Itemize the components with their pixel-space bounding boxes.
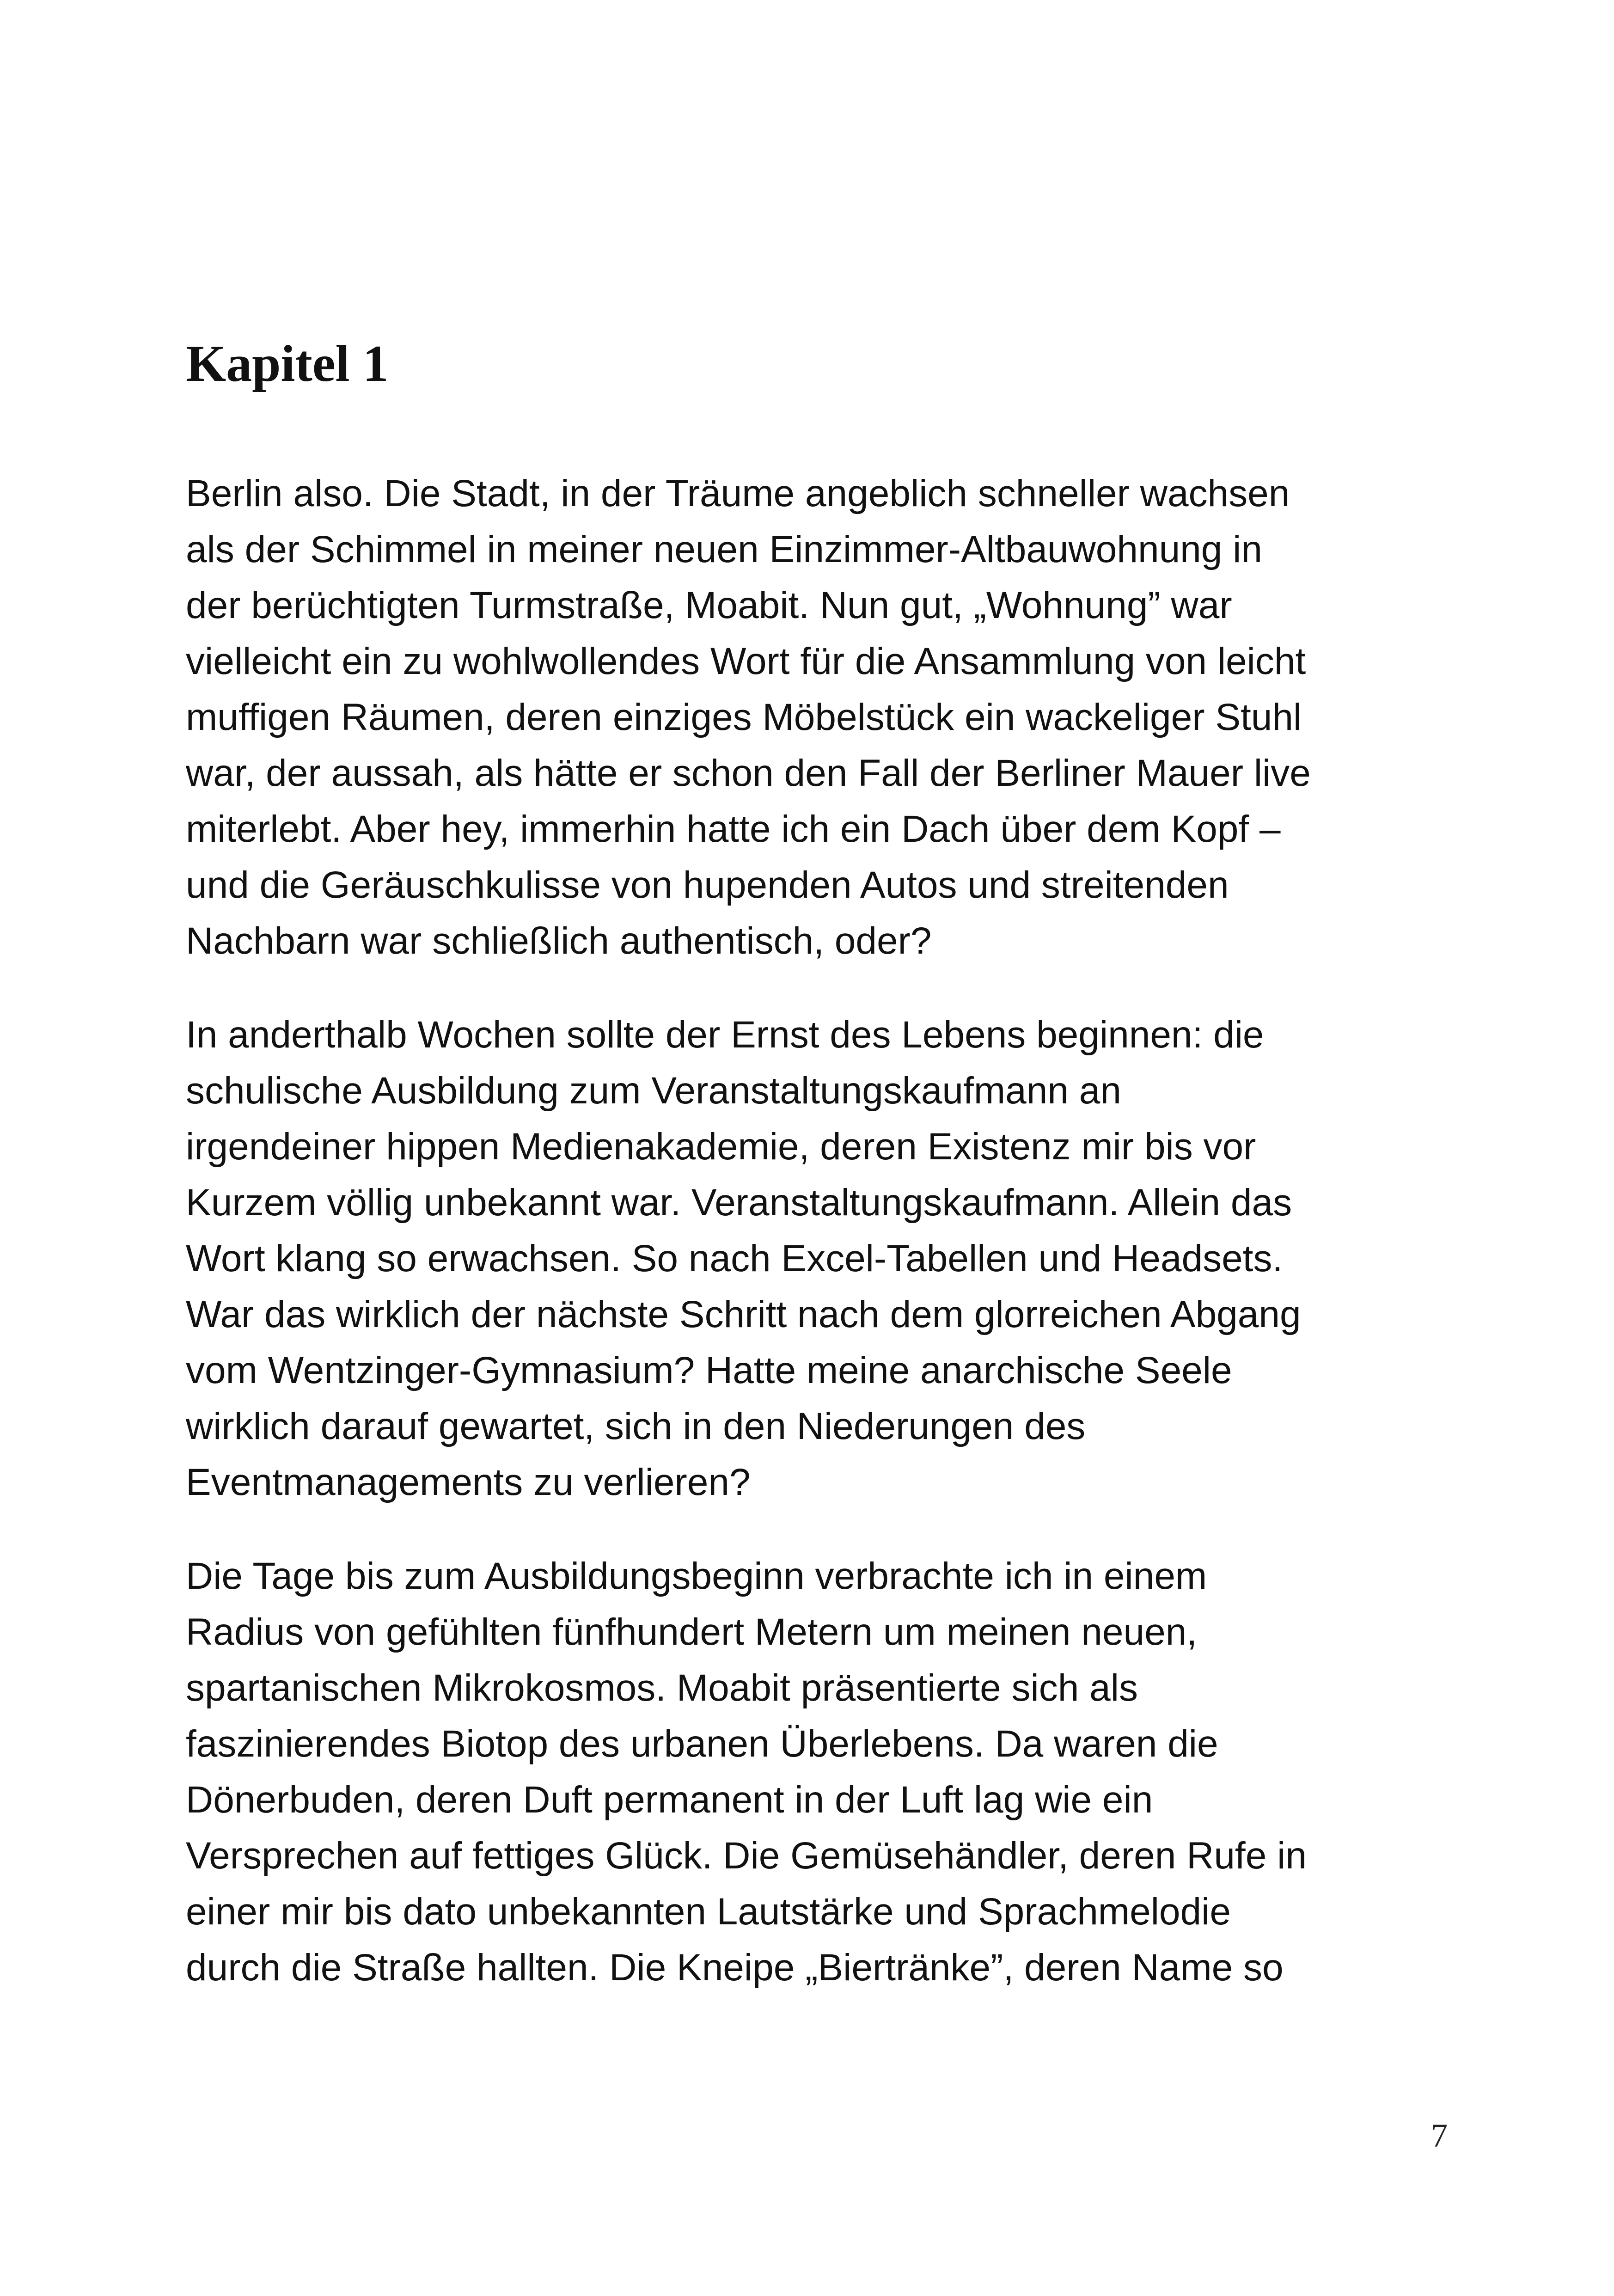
text-line: Kurzem völlig unbekannt war. Veranstaltungskaufmann. Allein das <box>186 1182 1292 1224</box>
text-line: wirklich darauf gewartet, sich in den Niederungen des <box>186 1405 1086 1447</box>
text-line: muffigen Räumen, deren einziges Möbelstück ein wackeliger Stuhl <box>186 696 1302 738</box>
text-line: Nachbarn war schließlich authentisch, oder? <box>186 920 932 962</box>
text-line: und die Geräuschkulisse von hupenden Autos und streitenden <box>186 864 1229 906</box>
text-line: Berlin also. Die Stadt, in der Träume angeblich schneller wachsen <box>186 472 1290 514</box>
text-line: Dönerbuden, deren Duft permanent in der Luft lag wie ein <box>186 1779 1153 1821</box>
text-line: der berüchtigten Turmstraße, Moabit. Nun gut, „Wohnung” war <box>186 584 1232 626</box>
text-line: Wort klang so erwachsen. So nach Excel-Tabellen und Headsets. <box>186 1237 1283 1280</box>
text-line: vom Wentzinger-Gymnasium? Hatte meine anarchische Seele <box>186 1349 1232 1391</box>
text-line: Die Tage bis zum Ausbildungsbeginn verbrachte ich in einem <box>186 1555 1207 1597</box>
text-line: faszinierendes Biotop des urbanen Überlebens. Da waren die <box>186 1723 1218 1765</box>
paragraph-2 <box>186 1007 1434 1510</box>
text-line: Radius von gefühlten fünfhundert Metern um meinen neuen, <box>186 1611 1198 1653</box>
page-number: 7 <box>1431 2117 1448 2154</box>
text-line: als der Schimmel in meiner neuen Einzimmer-Altbauwohnung in <box>186 528 1262 570</box>
text-line: einer mir bis dato unbekannten Lautstärke und Sprachmelodie <box>186 1891 1231 1933</box>
text-line: miterlebt. Aber hey, immerhin hatte ich ein Dach über dem Kopf – <box>186 808 1281 850</box>
text-line: schulische Ausbildung zum Veranstaltungskaufmann an <box>186 1070 1121 1112</box>
text-line: vielleicht ein zu wohlwollendes Wort für die Ansammlung von leicht <box>186 640 1306 682</box>
text-line: durch die Straße hallten. Die Kneipe „Biertränke”, deren Name so <box>186 1947 1284 1989</box>
text-line: irgendeiner hippen Medienakademie, deren Existenz mir bis vor <box>186 1126 1256 1168</box>
text-line: Versprechen auf fettiges Glück. Die Gemüsehändler, deren Rufe in <box>186 1835 1307 1877</box>
chapter-title: Kapitel 1 <box>186 335 389 392</box>
paragraph-1 <box>186 465 1434 969</box>
text-line: war, der aussah, als hätte er schon den Fall der Berliner Mauer live <box>186 752 1311 794</box>
text-line: spartanischen Mikrokosmos. Moabit präsentierte sich als <box>186 1667 1138 1709</box>
text-line: Eventmanagements zu verlieren? <box>186 1461 751 1503</box>
paragraph-3 <box>186 1548 1434 1996</box>
body-text <box>186 465 1434 2033</box>
text-line: War das wirklich der nächste Schritt nach dem glorreichen Abgang <box>186 1293 1301 1335</box>
text-line: In anderthalb Wochen sollte der Ernst des Lebens beginnen: die <box>186 1014 1264 1056</box>
